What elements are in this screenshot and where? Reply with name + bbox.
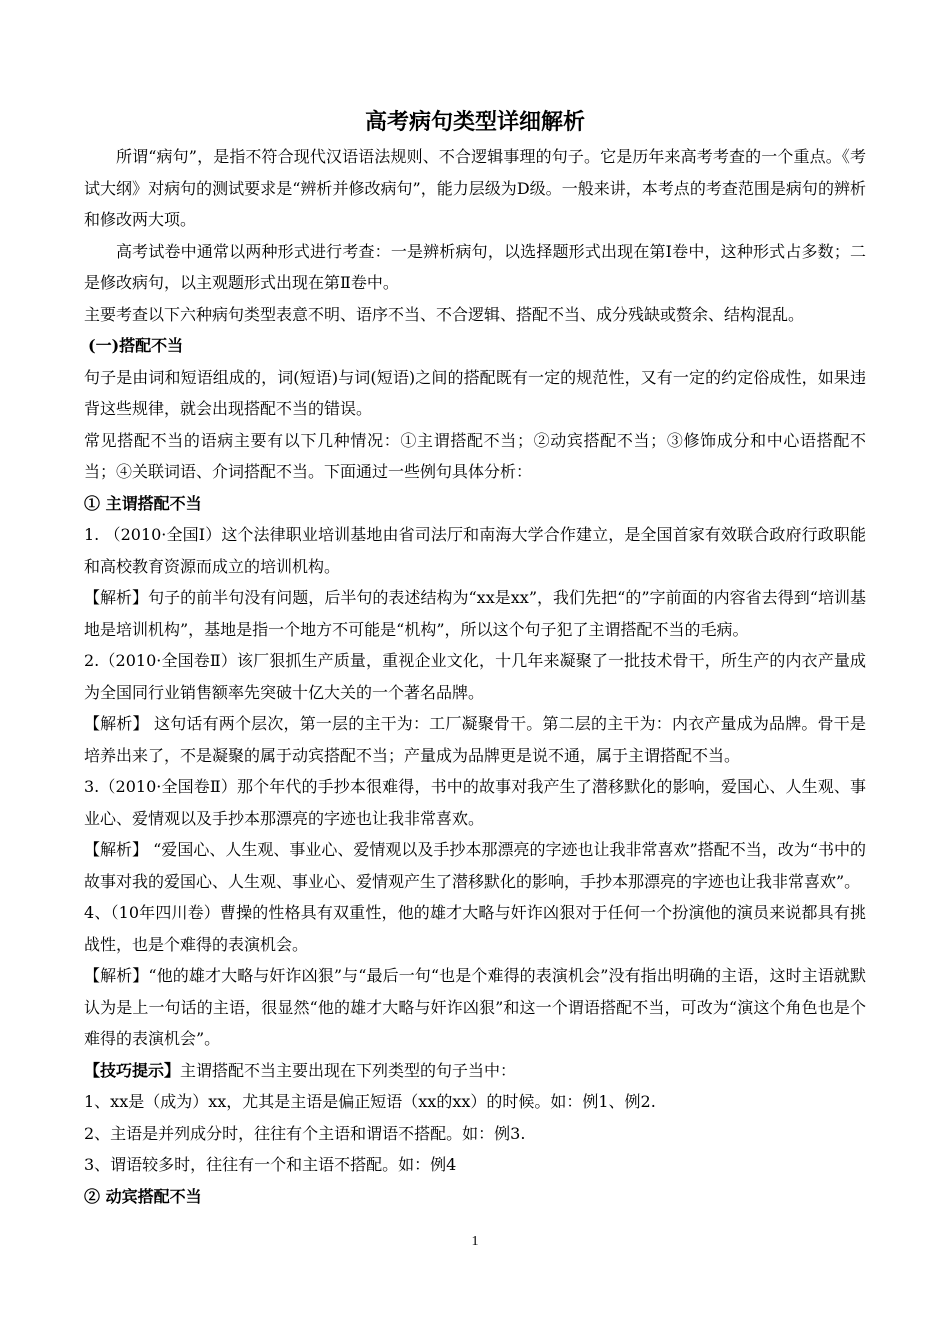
intro-paragraph-3: 主要考查以下六种病句类型表意不明、语序不当、不合逻辑、搭配不当、成分残缺或赘余、结构混乱。 xyxy=(84,304,805,324)
analysis-2 xyxy=(84,708,866,771)
analysis-text: 这句话有两个层次，第一层的主干为：工厂凝聚骨干。第二层的主干为：内衣产量成为品牌。骨干是培养出来了，不是凝聚的属于动宾搭配不当；产量成为品牌更是说不通，属于主谓搭配不当。 xyxy=(84,714,866,765)
tip-tag: 【技巧提示】 xyxy=(84,1060,181,1080)
analysis-4 xyxy=(84,960,866,1055)
section-paragraph-2: 常见搭配不当的语病主要有以下几种情况：①主谓搭配不当；②动宾搭配不当；③修饰成分和中心语搭配不当；④关联词语、介词搭配不当。下面通过一些例句具体分析： xyxy=(84,430,866,481)
section-heading-collocation: (一)搭配不当 xyxy=(88,336,184,355)
analysis-tag: 【解析】 xyxy=(84,588,149,607)
analysis-tag: 【解析】 xyxy=(84,840,149,859)
tip-text: 主谓搭配不当主要出现在下列类型的句子当中： xyxy=(180,1060,517,1080)
page-title: 高考病句类型详细解析 xyxy=(364,109,585,135)
tip-paragraph xyxy=(84,1055,866,1087)
tip-item-3: 3、谓语较多时，往往有一个和主语不搭配。如：例4 xyxy=(84,1155,457,1174)
tip-item-1: 1、xx是（成为）xx，尤其是主语是偏正短语（xx的xx）的时候。如：例1、例2. xyxy=(84,1092,656,1111)
subsection-heading-verb-object: ② 动宾搭配不当 xyxy=(84,1186,202,1206)
section-paragraph-1: 句子是由词和短语组成的，词(短语)与词(短语)之间的搭配既有一定的规范性，又有一定的约定俗成性，如果违背这些规律，就会出现搭配不当的错误。 xyxy=(84,367,866,418)
example-1: 1. （2010·全国Ⅰ）这个法律职业培训基地由省司法厅和南海大学合作建立，是全国首家有效联合政府行政职能和高校教育资源而成立的培训机构。 xyxy=(84,525,866,576)
analysis-tag: 【解析】 xyxy=(84,714,149,733)
document-body xyxy=(84,105,866,1212)
example-2: 2.（2010·全国卷Ⅱ）该厂狠抓生产质量，重视企业文化，十几年来凝聚了一批技术骨干，所生产的内衣产量成为全国同行业销售额率先突破十亿大关的一个著名品牌。 xyxy=(84,651,866,702)
example-4: 4、（10年四川卷）曹操的性格具有双重性，他的雄才大略与奸诈凶狠对于任何一个扮演他的演员来说都具有挑战性，也是个难得的表演机会。 xyxy=(84,903,866,954)
page-number: 1 xyxy=(471,1234,479,1249)
analysis-3 xyxy=(84,834,866,897)
analysis-1 xyxy=(84,582,866,645)
analysis-text: “爱国心、人生观、事业心、爱情观以及手抄本那漂亮的字迹也让我非常喜欢”搭配不当，改为“书中的故事对我的爱国心、人生观、事业心、爱情观产生了潜移默化的影响，手抄本那漂亮的字迹也让我非常喜欢”。 xyxy=(84,840,866,891)
subsection-heading-subject-predicate: ① 主谓搭配不当 xyxy=(84,493,202,513)
example-3: 3.（2010·全国卷Ⅱ）那个年代的手抄本很难得，书中的故事对我产生了潜移默化的影响，爱国心、人生观、事业心、爱情观以及手抄本那漂亮的字迹也让我非常喜欢。 xyxy=(84,777,866,828)
analysis-tag: 【解析】 xyxy=(84,966,149,985)
intro-paragraph-2: 高考试卷中通常以两种形式进行考查：一是辨析病句，以选择题形式出现在第Ⅰ卷中，这种形式占多数；二是修改病句，以主观题形式出现在第Ⅱ卷中。 xyxy=(84,241,866,292)
analysis-text: “他的雄才大略与奸诈凶狠”与“最后一句“也是个难得的表演机会”没有指出明确的主语，这时主语就默认为是上一句话的主语，很显然“他的雄才大略与奸诈凶狠”和这一个谓语搭配不当，可改为“演这个角色也是个难得的表演机会”。 xyxy=(84,966,866,1048)
intro-paragraph-1: 所谓“病句”，是指不符合现代汉语语法规则、不合逻辑事理的句子。它是历年来高考考查的一个重点。《考试大纲》对病句的测试要求是“辨析并修改病句”，能力层级为D级。一般来讲，本考点的考查范围是病句的辨析和修改两大项。 xyxy=(84,147,866,229)
analysis-text: 句子的前半句没有问题，后半句的表述结构为“xx是xx”，我们先把“的”字前面的内容省去得到“培训基地是培训机构”，基地是指一个地方不可能是“机构”，所以这个句子犯了主谓搭配不当的毛病。 xyxy=(84,588,866,639)
tip-item-2: 2、主语是并列成分时，往往有个主语和谓语不搭配。如：例3. xyxy=(84,1123,526,1143)
